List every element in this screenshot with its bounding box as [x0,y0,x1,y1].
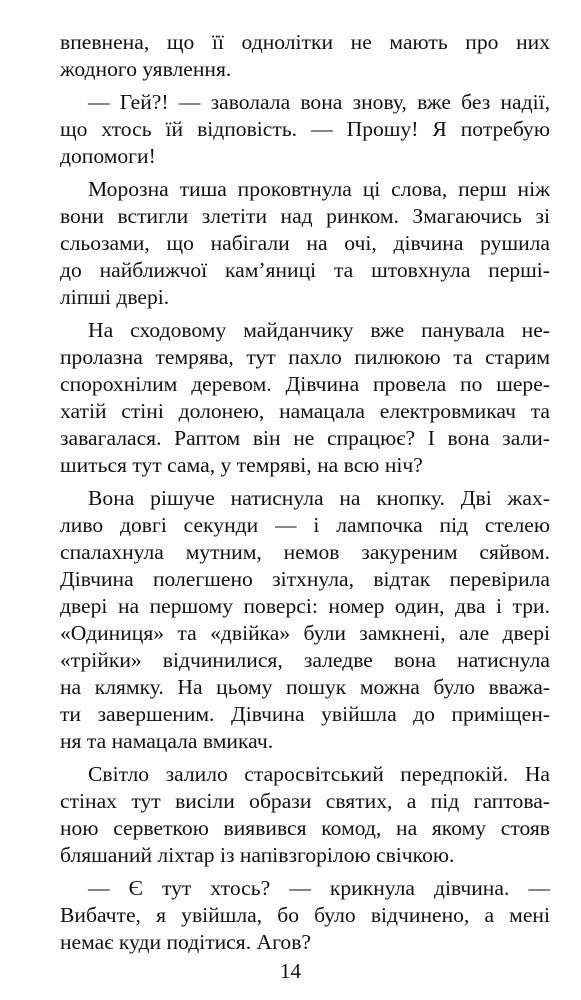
text-line: — Є тут хтось? — крикнула дівчина. — [88,876,550,900]
paragraph [60,875,550,956]
paragraph [60,485,550,755]
text-line: спорохнілим деревом. Дівчина провела по шере- [60,372,550,396]
text-line: жодного уявлення. [60,57,232,81]
text-line: хатій стіні долонею, намацала електровмикач та [60,399,550,423]
text-line: завагалася. Раптом він не спрацює? І вона зали- [60,426,550,450]
book-page [60,29,550,962]
text-line: двері на першому поверсі: номер один, два і три. [60,594,550,618]
text-line: ти завершеним. Дівчина увійшла до приміщен- [60,702,550,726]
text-line: стінах тут висіли образи святих, а під гаптова- [60,789,550,813]
paragraph [60,29,550,83]
paragraph [60,317,550,479]
text-line: на клямку. На цьому пошук можна було вважа- [60,675,550,699]
text-line: — Гей?! — заволала вона знову, вже без надії, [88,90,550,114]
paragraph [60,176,550,311]
text-line: немає куди подітися. Агов? [60,930,311,954]
text-line: Світло залило старосвітський передпокій. На [88,762,550,786]
text-line: ня та намацала вмикач. [60,729,274,753]
text-line: що хтось їй відповість. — Прошу! Я потребую [60,117,550,141]
text-line: шиться тут сама, у темряві, на всю ніч? [60,453,423,477]
text-line: Вона рішуче натиснула на кнопку. Дві жах- [88,486,550,510]
text-line: На сходовому майданчику вже панувала не- [88,318,550,342]
text-line: допомоги! [60,144,156,168]
text-line: Дівчина полегшено зітхнула, відтак перевірила [60,567,550,591]
text-line: бляшаний ліхтар із напівзгорілою свічкою. [60,843,455,867]
text-line: спалахнула мутним, немов закуреним сяйвом. [60,540,550,564]
paragraph [60,89,550,170]
page-number: 14 [280,959,301,983]
text-line: «Одиниця» та «двійка» були замкнені, але двері [60,621,550,645]
text-line: ною серветкою виявився комод, на якому стояв [60,816,550,840]
text-line: до найближчої кам’яниці та штовхнула перші- [60,258,550,282]
text-line: впевнена, що її однолітки не мають про них [60,30,550,54]
text-line: Вибачте, я увійшла, бо було відчинено, а мені [60,903,550,927]
text-line: пролазна темрява, тут пахло пилюкою та старим [60,345,550,369]
text-line: вони встигли злетіти над ринком. Змагаючись зі [60,204,550,228]
text-line: «трійки» відчинилися, заледве вона натиснула [60,648,550,672]
text-line: ливо довгі секунди — і лампочка під стелею [60,513,550,537]
text-line: сльозами, що набігали на очі, дівчина рушила [60,231,550,255]
text-line: ліпші двері. [60,285,170,309]
text-line: Морозна тиша проковтнула ці слова, перш ніж [88,177,550,201]
paragraph [60,761,550,869]
